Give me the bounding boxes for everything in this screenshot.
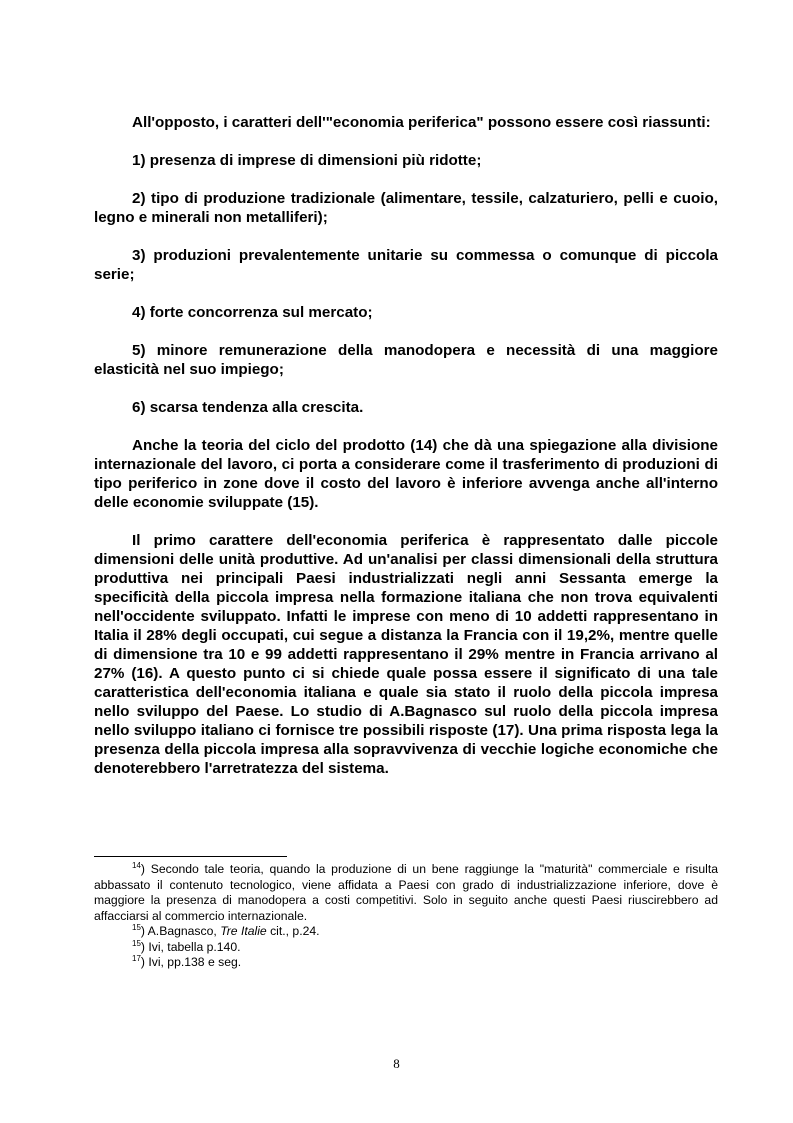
paragraph-product-cycle: Anche la teoria del ciclo del prodotto (14) che dà una spiegazione alla divisione internazionale del lavoro, ci porta a considerare come il trasferimento di produzioni di tipo periferico in zone dove il costo del lavoro è inferiore avvenga anche all'interno delle economie sviluppate (15). [94,437,718,511]
paragraph-intro: All'opposto, i caratteri dell'"economia periferica" possono essere così riassunti: [132,114,711,131]
list-item-5: 5) minore remunerazione della manodopera e necessità di una maggiore elasticità nel suo impiego; [94,342,718,378]
list-item-2: 2) tipo di produzione tradizionale (alimentare, tessile, calzaturiero, pelli e cuoio, legno e minerali non metalliferi); [94,190,718,226]
body-text [94,113,718,778]
footnotes [94,862,718,971]
footnote-15 [94,924,718,940]
footnote-16 [94,940,718,956]
footnote-mark: 17 [132,954,141,963]
footnote-14 [94,862,718,924]
page-number: 8 [393,1056,400,1071]
footnote-mark: 14 [132,861,141,870]
paragraph-small-enterprise: Il primo carattere dell'economia periferica è rappresentato dalle piccole dimensioni delle unità produttive. Ad un'analisi per classi dimensionali della struttura produttiva nei principali Paesi industrializzati negli anni Sessanta emerge la specificità della piccola impresa nella formazione italiana che non trova equivalenti nell'occidente sviluppato. Infatti le imprese con meno di 10 addetti rappresentano in Italia il 28% degli occupati, cui segue a distanza la Francia con il 19,2%, mentre quelle di dimensione tra 10 e 99 addetti rappresentano il 29% mentre in Francia arrivano al 27% (16). A questo punto ci si chiede quale possa essere il significato di una tale caratteristica dell'economia italiana e quale sia stato il ruolo della piccola impresa nello sviluppo del Paese. Lo studio di A.Bagnasco sul ruolo della piccola impresa nello sviluppo italiano ci fornisce tre possibili risposte (17). Una prima risposta lega la presenza della piccola impresa alla sopravvivenza di vecchie logiche economiche che denoterebbero l'arretratezza del sistema. [94,532,718,777]
footnote-mark: 15 [132,923,141,932]
list-item-4: 4) forte concorrenza sul mercato; [132,304,373,321]
footnote-17 [94,955,718,971]
footnote-separator [94,856,287,857]
footnote-text: ) Ivi, pp.138 e seg. [140,955,242,969]
list-item-6: 6) scarsa tendenza alla crescita. [132,399,364,416]
footnote-text: cit., p.24. [266,924,320,938]
list-item-3: 3) produzioni prevalentemente unitarie su commessa o comunque di piccola serie; [94,247,718,283]
footnote-text: ) Ivi, tabella p.140. [140,939,241,954]
footnote-mark: 15 [132,938,141,948]
book-title: Tre Italie [220,924,267,938]
footnote-text: ) Secondo tale teoria, quando la produzione di un bene raggiunge la "maturità" commerciale e risulta abbassato il contenuto tecnologico, viene affidata a Paesi con grado di industrializzazione inferiore, dove è maggiore la presenza di manodopera a costi competitivi. Solo in seguito anche questi Paesi riuscirebbero ad affacciarsi al commercio internazionale. [94,862,718,923]
footnote-text: ) A.Bagnasco, [140,924,221,938]
list-item-1: 1) presenza di imprese di dimensioni più ridotte; [132,152,482,169]
